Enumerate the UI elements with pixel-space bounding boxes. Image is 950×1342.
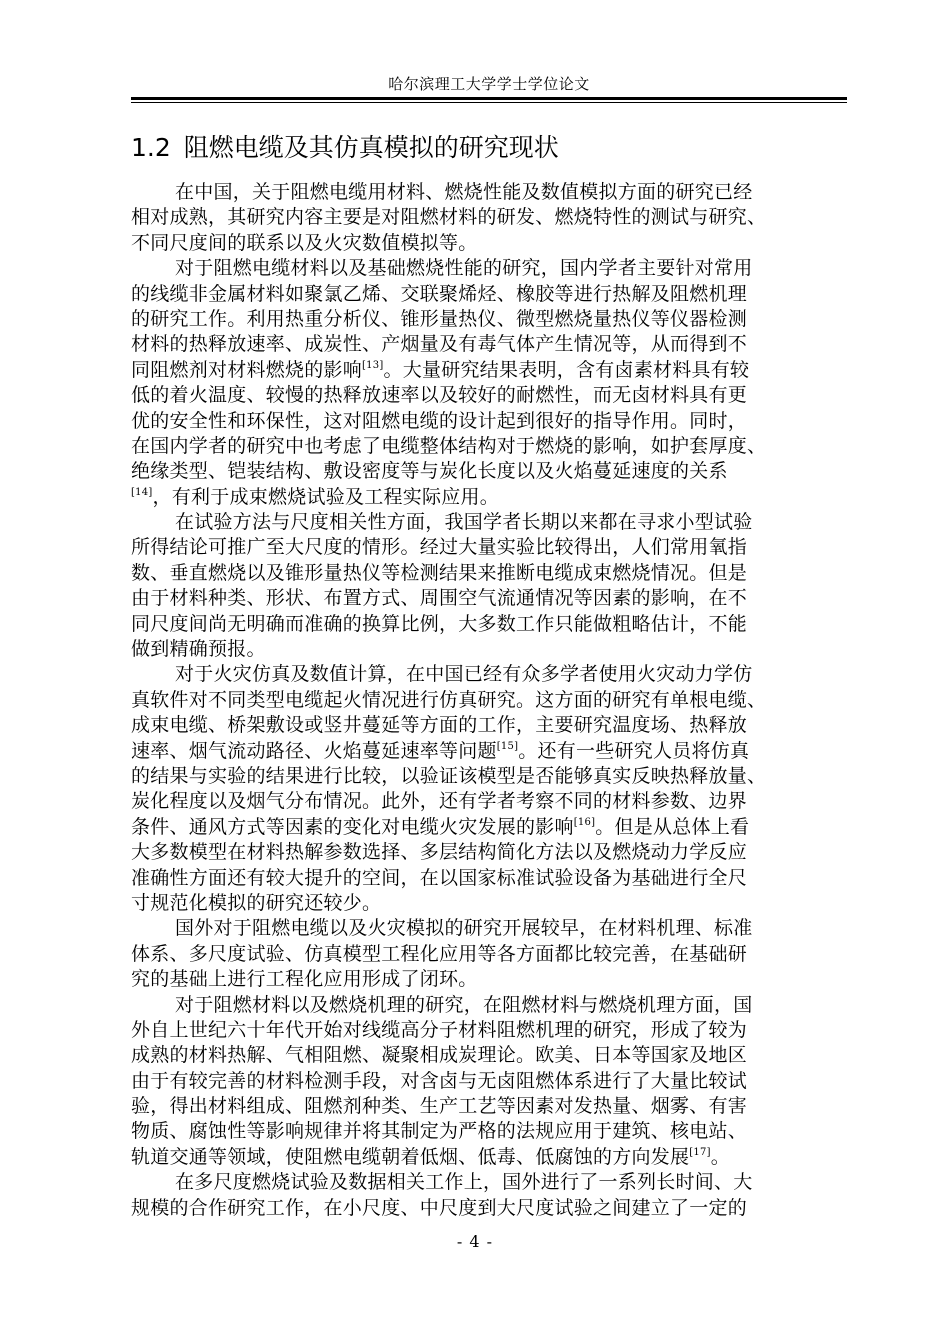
text-line <box>131 332 847 357</box>
text-line <box>131 434 847 459</box>
page-number: - 4 - <box>456 1232 494 1251</box>
paragraph <box>131 916 847 992</box>
line-text: 所得结论可推广至大尺度的情形。经过大量实验比较得出，人们常用氧指 <box>131 536 748 559</box>
paragraph <box>131 993 847 1171</box>
line-text: 做到精确预报。 <box>131 638 266 661</box>
text-line <box>131 535 847 560</box>
line-text: 真软件对不同类型电缆起火情况进行仿真研究。这方面的研究有单根电缆、 <box>131 688 767 711</box>
text-line <box>131 383 847 408</box>
paragraph <box>131 256 847 510</box>
text-line <box>131 485 847 510</box>
section-heading <box>131 130 559 166</box>
citation-reference: [13] <box>362 359 384 371</box>
text-line <box>131 1018 847 1043</box>
text-line <box>131 459 847 484</box>
line-text: 轨道交通等领域，使阻燃电缆朝着低烟、低毒、低腐蚀的方向发展 <box>131 1145 690 1168</box>
line-text: 寸规范化模拟的研究还较少。 <box>131 891 382 914</box>
line-text: 对于火灾仿真及数值计算，在中国已经有众多学者使用火灾动力学仿 <box>175 663 753 686</box>
line-text-continuation: 。大量研究结果表明，含有卤素材料具有较 <box>383 358 750 381</box>
line-text: 的线缆非金属材料如聚氯乙烯、交联聚烯烃、橡胶等进行热解及阻燃机理 <box>131 282 748 305</box>
text-line <box>131 967 847 992</box>
text-line <box>131 1043 847 1068</box>
text-line <box>131 1069 847 1094</box>
line-text: 优的安全性和环保性，这对阻燃电缆的设计起到很好的指导作用。同时， <box>131 409 748 432</box>
text-line <box>131 561 847 586</box>
text-line <box>131 916 847 941</box>
line-text: 炭化程度以及烟气分布情况。此外，还有学者考察不同的材料参数、边界 <box>131 790 748 813</box>
line-text: 同阻燃剂对材料燃烧的影响 <box>131 358 363 381</box>
citation-reference: [16] <box>573 816 596 828</box>
section-title: 阻燃电缆及其仿真模拟的研究现状 <box>183 133 559 162</box>
line-text: 相对成熟，其研究内容主要是对阻燃材料的研发、燃烧特性的测试与研究、 <box>131 206 767 229</box>
text-line <box>131 231 847 256</box>
citation-reference: [14] <box>131 486 153 498</box>
text-line <box>131 866 847 891</box>
line-text: 材料的热释放速率、成炭性、产烟量及有毒气体产生情况等，从而得到不 <box>131 333 748 356</box>
text-line <box>131 307 847 332</box>
line-text: 对于阻燃电缆材料以及基础燃烧性能的研究，国内学者主要针对常用 <box>175 257 753 280</box>
line-text: 由于有较完善的材料检测手段，对含卤与无卤阻燃体系进行了大量比较试 <box>131 1069 748 1092</box>
line-text-continuation: ，有利于成束燃烧试验及工程实际应用。 <box>152 485 500 508</box>
paragraph <box>131 1170 847 1221</box>
line-text: 的研究工作。利用热重分析仪、锥形量热仪、微型燃烧量热仪等仪器检测 <box>131 307 748 330</box>
text-line <box>131 180 847 205</box>
text-line <box>131 256 847 281</box>
line-text: 究的基础上进行工程化应用形成了闭环。 <box>131 968 478 991</box>
line-text: 物质、腐蚀性等影响规律并将其制定为严格的法规应用于建筑、核电站、 <box>131 1120 748 1143</box>
line-text: 绝缘类型、铠装结构、敷设密度等与炭化长度以及火焰蔓延速度的关系 <box>131 460 728 483</box>
text-line <box>131 942 847 967</box>
text-line <box>131 662 847 687</box>
text-line <box>131 891 847 916</box>
line-text: 低的着火温度、较慢的热释放速率以及较好的耐燃性，而无卤材料具有更 <box>131 384 748 407</box>
line-text: 由于材料种类、形状、布置方式、周围空气流通情况等因素的影响，在不 <box>131 587 748 610</box>
text-line <box>131 205 847 230</box>
line-text-continuation: 。 <box>710 1145 731 1168</box>
line-text: 条件、通风方式等因素的变化对电缆火灾发展的影响 <box>131 815 574 838</box>
text-line <box>131 409 847 434</box>
section-number: 1.2 <box>131 133 171 162</box>
text-line <box>131 1094 847 1119</box>
text-line <box>131 1196 847 1221</box>
text-line <box>131 1170 847 1195</box>
citation-reference: [15] <box>496 740 519 752</box>
line-text: 准确性方面还有较大提升的空间，在以国家标准试验设备为基础进行全尺 <box>131 866 748 889</box>
line-text-continuation: 。还有一些研究人员将仿真 <box>518 739 750 762</box>
line-text: 在试验方法与尺度相关性方面，我国学者长期以来都在寻求小型试验 <box>175 511 753 534</box>
line-text: 速率、烟气流动路径、火焰蔓延速率等问题 <box>131 739 497 762</box>
line-text: 体系、多尺度试验、仿真模型工程化应用等各方面都比较完善，在基础研 <box>131 942 748 965</box>
line-text: 数、垂直燃烧以及锥形量热仪等检测结果来推断电缆成束燃烧情况。但是 <box>131 561 748 584</box>
citation-reference: [17] <box>689 1146 711 1158</box>
line-text: 在国内学者的研究中也考虑了电缆整体结构对于燃烧的影响，如护套厚度、 <box>131 434 767 457</box>
body-text <box>131 180 847 1221</box>
line-text: 在中国，关于阻燃电缆用材料、燃烧性能及数值模拟方面的研究已经 <box>175 181 753 203</box>
text-line <box>131 358 847 383</box>
line-text: 成束电缆、桥架敷设或竖井蔓延等方面的工作，主要研究温度场、热释放 <box>131 714 748 737</box>
text-line <box>131 993 847 1018</box>
paragraph <box>131 662 847 916</box>
text-line <box>131 1119 847 1144</box>
line-text: 在多尺度燃烧试验及数据相关工作上，国外进行了一系列长时间、大 <box>175 1171 753 1194</box>
paragraph <box>131 510 847 662</box>
text-line <box>131 282 847 307</box>
line-text: 大多数模型在材料热解参数选择、多层结构简化方法以及燃烧动力学反应 <box>131 841 748 864</box>
text-line <box>131 789 847 814</box>
text-line <box>131 815 847 840</box>
line-text: 不同尺度间的联系以及火灾数值模拟等。 <box>131 231 478 254</box>
text-line <box>131 1145 847 1170</box>
text-line <box>131 688 847 713</box>
line-text: 规模的合作研究工作，在小尺度、中尺度到大尺度试验之间建立了一定的 <box>131 1196 748 1219</box>
line-text: 的结果与实验的结果进行比较，以验证该模型是否能够真实反映热释放量、 <box>131 764 767 787</box>
line-text: 成熟的材料热解、气相阻燃、凝聚相成炭理论。欧美、日本等国家及地区 <box>131 1044 748 1067</box>
header-rule-thin <box>131 102 847 103</box>
text-line <box>131 586 847 611</box>
line-text-continuation: 。但是从总体上看 <box>595 815 750 838</box>
line-text: 外自上世纪六十年代开始对线缆高分子材料阻燃机理的研究，形成了较为 <box>131 1018 748 1041</box>
paragraph <box>131 180 847 256</box>
text-line <box>131 510 847 535</box>
line-text: 同尺度间尚无明确而准确的换算比例，大多数工作只能做粗略估计，不能 <box>131 612 748 635</box>
line-text: 对于阻燃材料以及燃烧机理的研究，在阻燃材料与燃烧机理方面，国 <box>175 993 753 1016</box>
text-line <box>131 637 847 662</box>
text-line <box>131 764 847 789</box>
line-text: 国外对于阻燃电缆以及火灾模拟的研究开展较早，在材料机理、标准 <box>175 917 753 940</box>
text-line <box>131 840 847 865</box>
header-rule-thick <box>131 97 847 100</box>
text-line <box>131 612 847 637</box>
running-header: 哈尔滨理工大学学士学位论文 <box>388 75 590 93</box>
text-line <box>131 739 847 764</box>
line-text: 验，得出材料组成、阻燃剂种类、生产工艺等因素对发热量、烟雾、有害 <box>131 1095 748 1118</box>
text-line <box>131 713 847 738</box>
